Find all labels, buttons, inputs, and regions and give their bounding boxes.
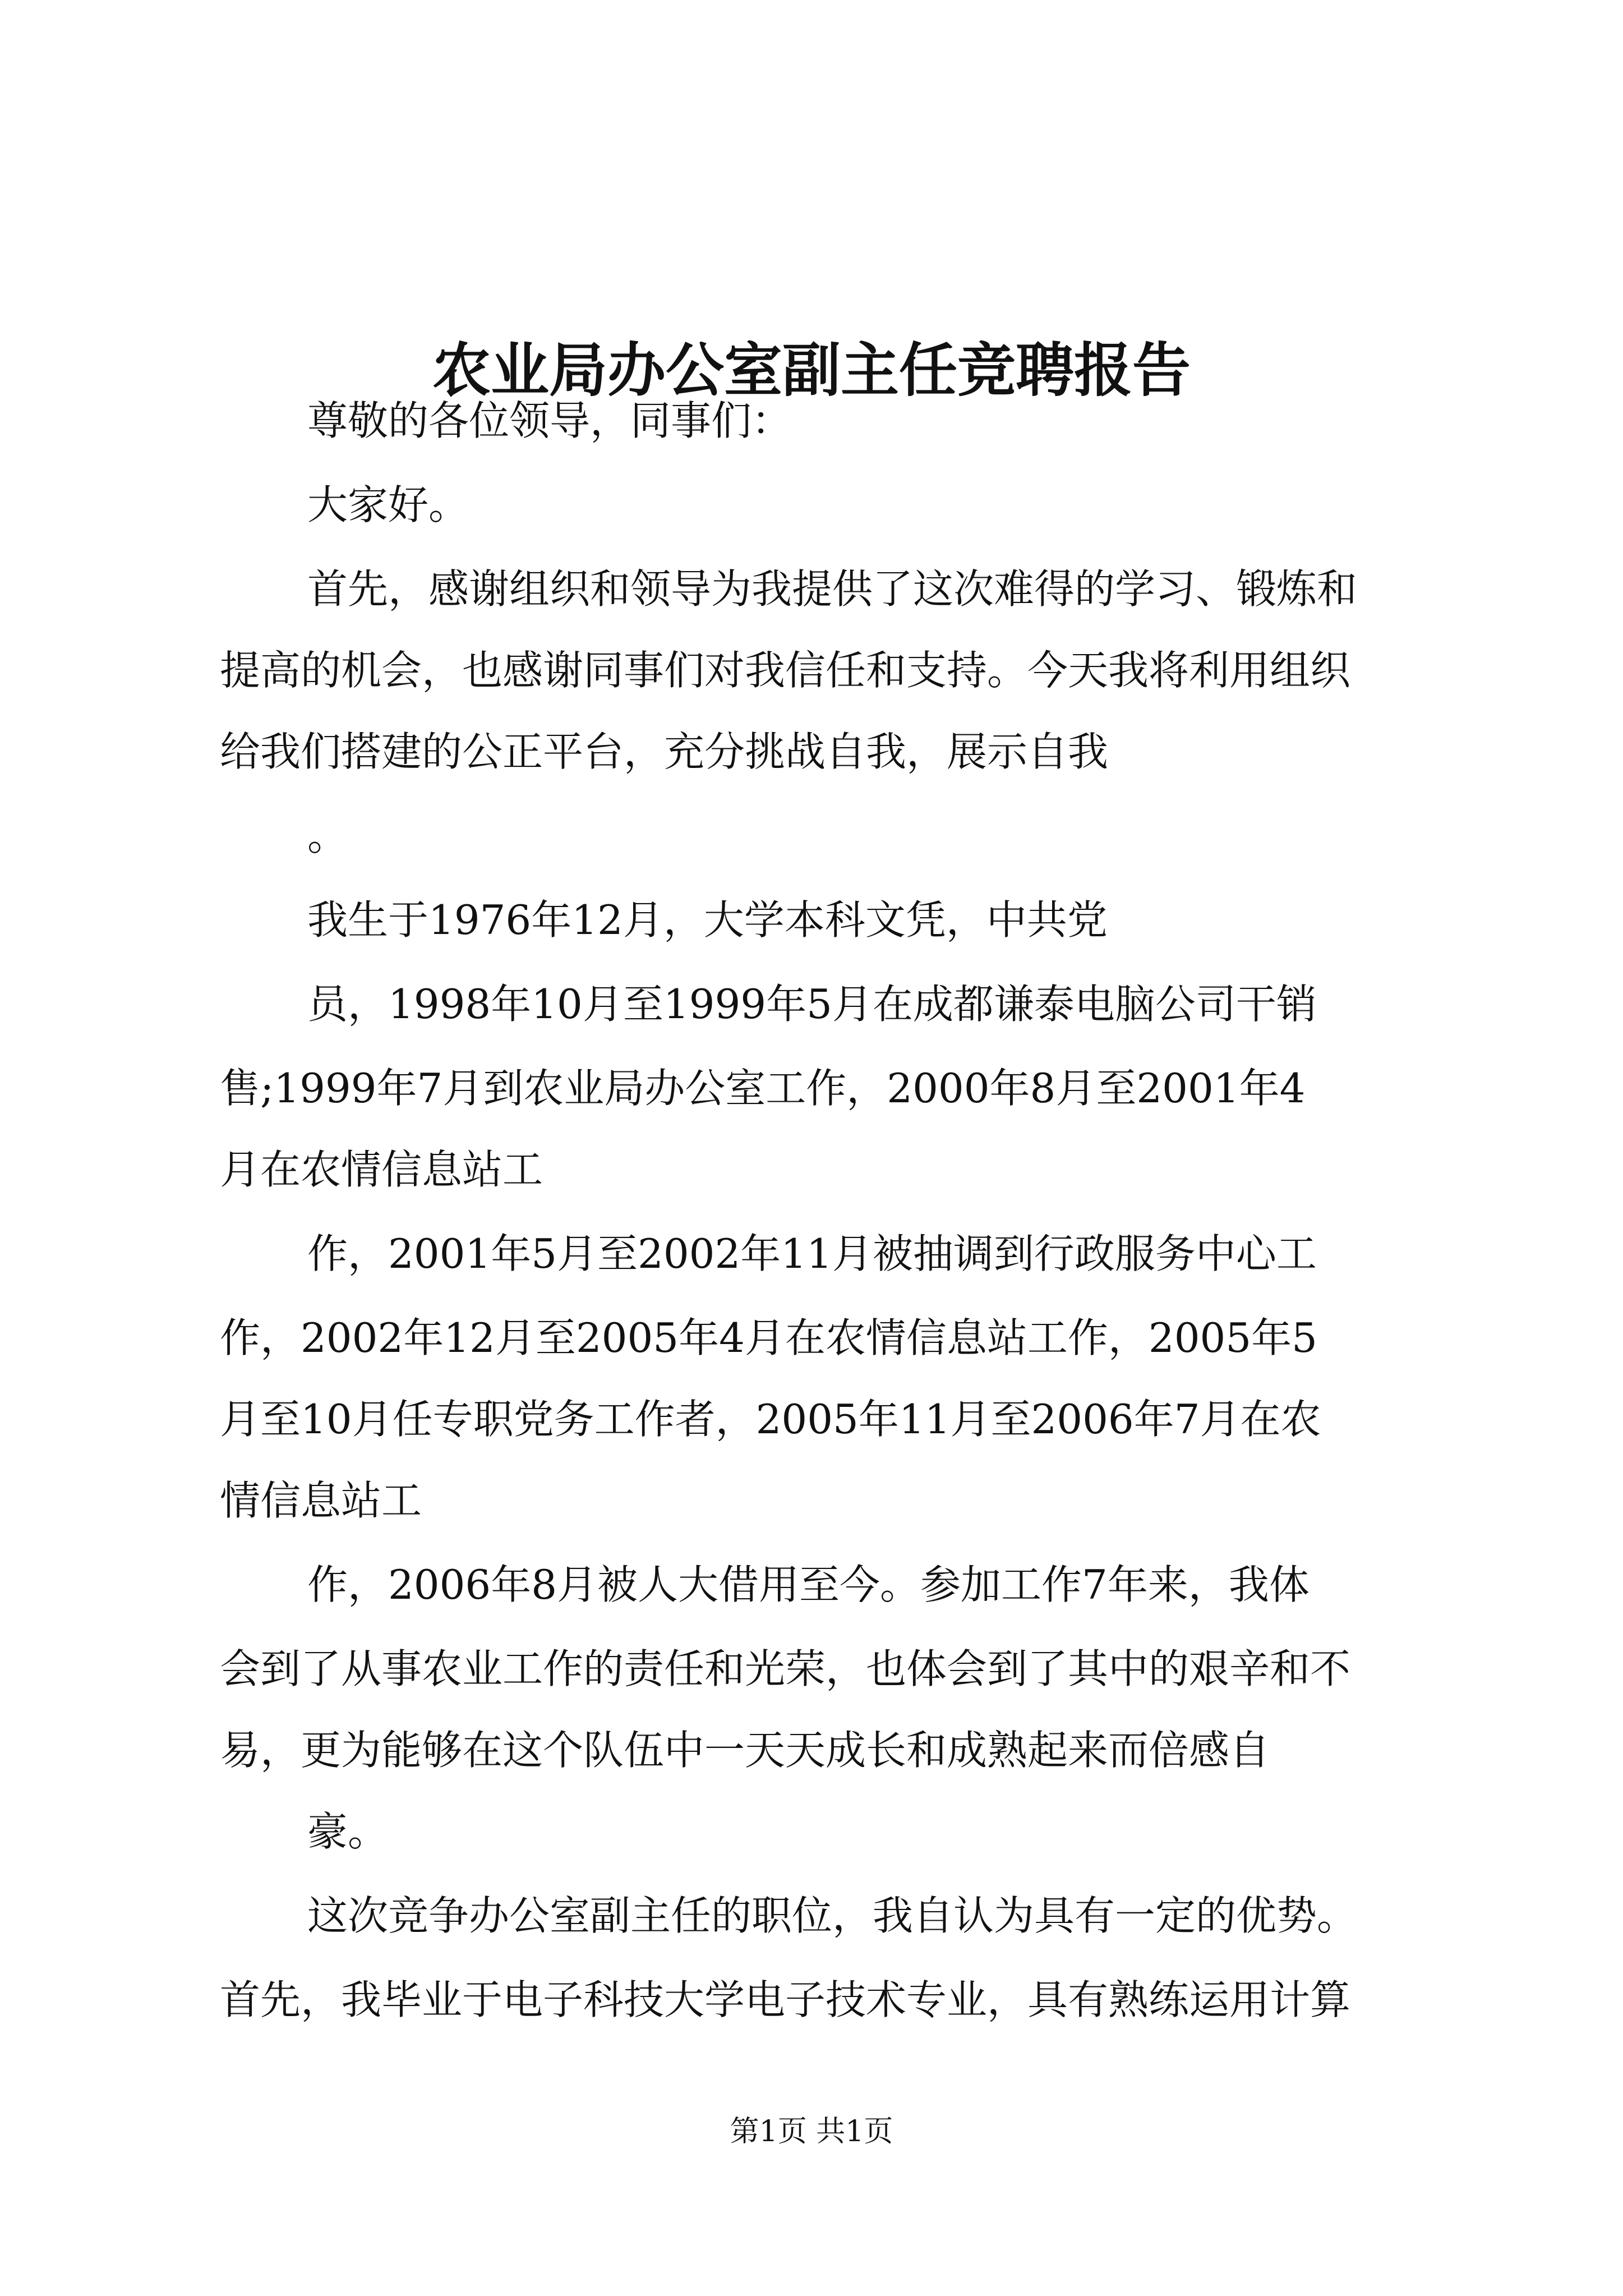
body-line: 提高的机会，也感谢同事们对我信任和支持。今天我将利用组织 bbox=[220, 647, 1351, 694]
body-line: 豪。 bbox=[307, 1808, 389, 1855]
body-line: 大家好。 bbox=[307, 481, 469, 528]
body-line: 会到了从事农业工作的责任和光荣，也体会到了其中的艰辛和不 bbox=[220, 1645, 1351, 1692]
body-line: 首先，我毕业于电子科技大学电子技术专业，具有熟练运用计算 bbox=[220, 1976, 1351, 2023]
body-line: 。 bbox=[307, 812, 348, 859]
body-line: 月至10月任专职党务工作者，2005年11月至2006年7月在农 bbox=[220, 1396, 1321, 1443]
body-line: 作，2006年8月被人大借用至今。参加工作7年来，我体 bbox=[307, 1561, 1310, 1608]
body-line: 作，2001年5月至2002年11月被抽调到行政服务中心工 bbox=[307, 1230, 1317, 1277]
body-line: 易，更为能够在这个队伍中一天天成长和成熟起来而倍感自 bbox=[220, 1727, 1270, 1774]
document-title: 农业局办公室副主任竞聘报告 bbox=[432, 335, 1191, 404]
page-number: 第1页 共1页 bbox=[730, 2115, 893, 2148]
body-line: 我生于1976年12月，大学本科文凭，中共党 bbox=[307, 896, 1108, 944]
body-line: 月在农情信息站工 bbox=[220, 1146, 543, 1193]
body-line: 售;1999年7月到农业局办公室工作，2000年8月至2001年4 bbox=[220, 1065, 1306, 1112]
body-line: 首先，感谢组织和领导为我提供了这次难得的学习、锻炼和 bbox=[307, 565, 1358, 613]
body-line: 作，2002年12月至2005年4月在农情信息站工作，2005年5 bbox=[220, 1314, 1317, 1361]
body-line: 尊敬的各位领导，同事们： bbox=[307, 397, 792, 444]
body-line: 员，1998年10月至1999年5月在成都谦泰电脑公司干销 bbox=[307, 981, 1317, 1028]
body-line: 情信息站工 bbox=[220, 1477, 422, 1524]
body-line: 这次竞争办公室副主任的职位，我自认为具有一定的优势。 bbox=[307, 1892, 1358, 1939]
body-line: 给我们搭建的公正平台，充分挑战自我，展示自我 bbox=[220, 728, 1109, 775]
